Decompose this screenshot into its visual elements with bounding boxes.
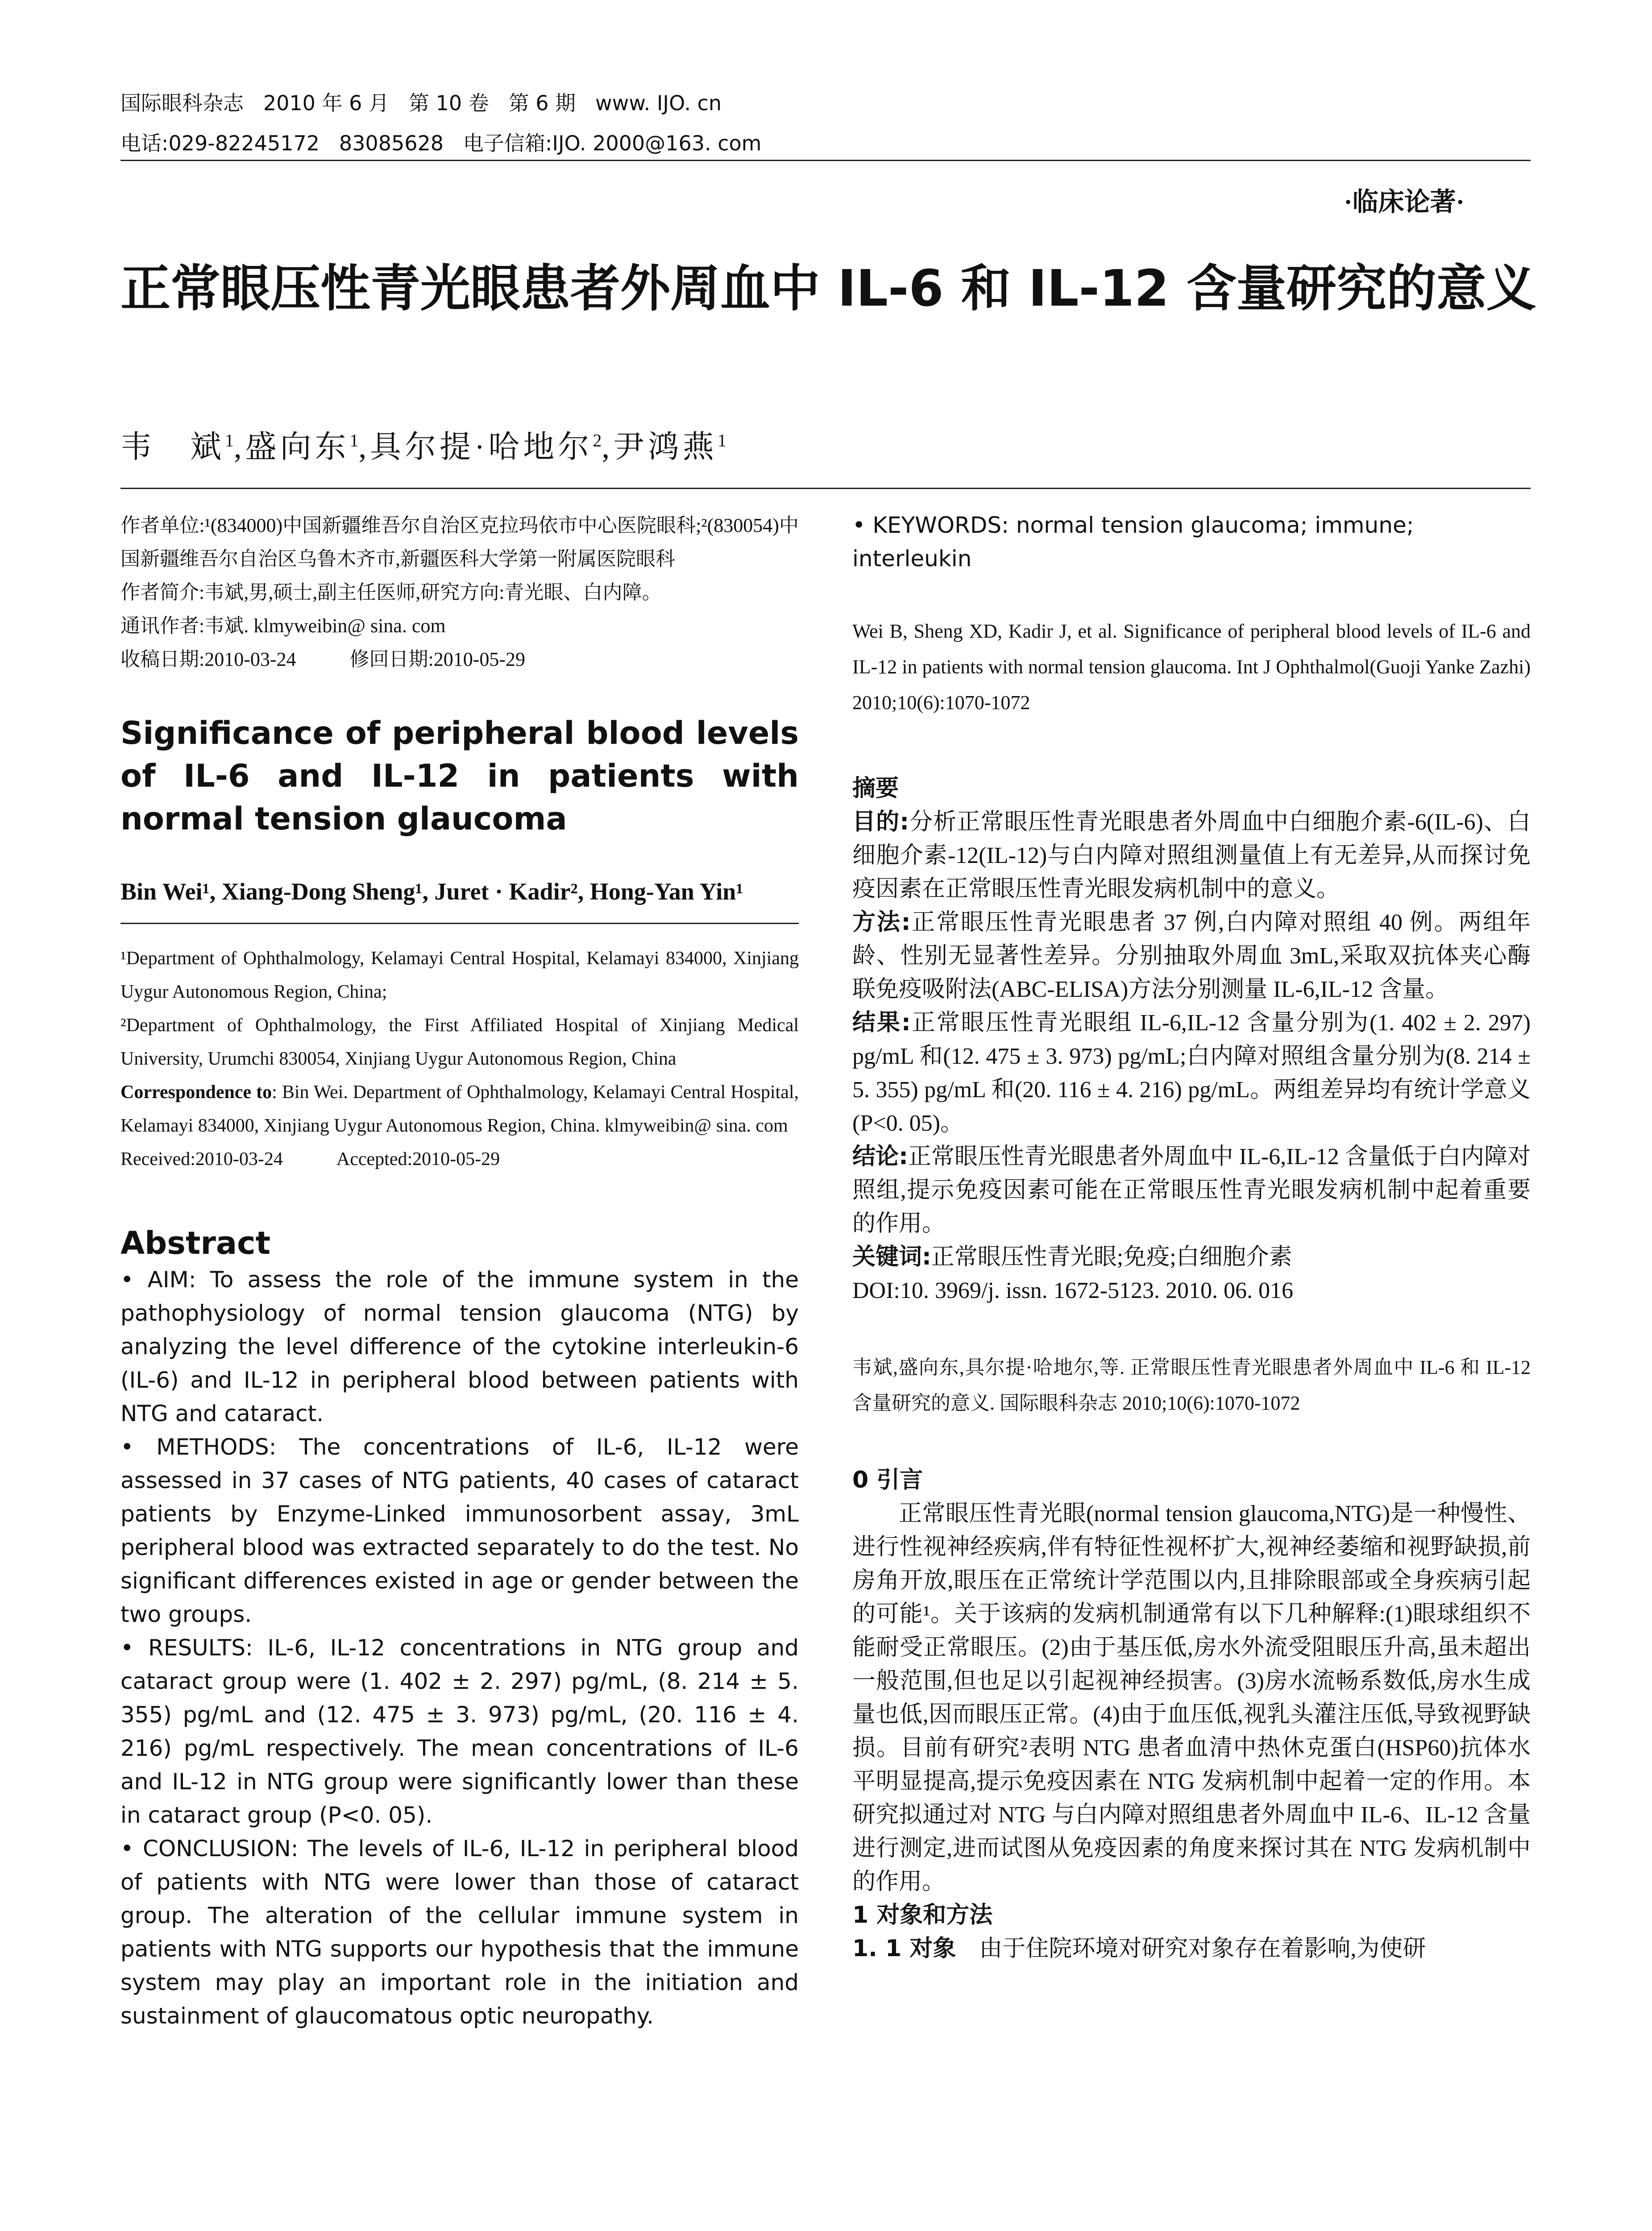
methods-heading: 1 对象和方法 — [852, 1902, 993, 1928]
zh-results-label: 结果: — [852, 1009, 911, 1036]
author-name: 盛向东 — [245, 430, 350, 464]
zh-keywords-label: 关键词: — [852, 1244, 931, 1270]
author-info — [120, 509, 799, 676]
zh-conclusion-label: 结论: — [852, 1143, 908, 1170]
author-sup: 1 — [349, 430, 359, 451]
intro-heading: 0 引言 — [852, 1467, 923, 1493]
abstract-heading: Abstract — [120, 1225, 271, 1261]
corresponding-author: 通讯作者:韦斌. klmyweibin@ sina. com — [120, 615, 446, 637]
zh-conclusion — [852, 1140, 1531, 1240]
correspondence-text: : Bin Wei. Department of Ophthalmology, Kelamayi Central Hospital, Kelamayi 834000, Xinjiang Uygur Autonomous Region, China. klmyweibin@ sina. com — [120, 1082, 799, 1136]
journal-header-line2: 电话:029-82245172 83085628 电子信箱:IJO. 2000@163. com — [120, 131, 762, 155]
authors: 韦 斌$^1$,盛向东$^1$,具尔提·哈地尔$^2$,尹鸿燕$^1$ — [120, 430, 726, 464]
zh-keywords-text: 正常眼压性青光眼;免疫;白细胞介素 — [931, 1244, 1292, 1270]
affiliation-2: ²Department of Ophthalmology, the First Affiliated Hospital of Xinjiang Medical University, Urumchi 830054, Xinjiang Uygur Autonomous Region, China — [120, 1015, 799, 1069]
author-bio: 作者简介:韦斌,男,硕士,副主任医师,研究方向:青光眼、白内障。 — [120, 581, 662, 603]
authors-rule — [120, 488, 1531, 489]
received-en: Received:2010-03-24 — [120, 1149, 283, 1169]
intro-paragraph: 正常眼压性青光眼(normal tension glaucoma,NTG)是一种慢性、进行性视神经疾病,伴有特征性视杯扩大,视神经萎缩和视野缺损,前房角开放,眼压在正常统计学范围以内,且排除眼部或全身疾病引起的可能¹。关于该病的发病机制通常有以下几种解释:(1)眼球组织不能耐受正常眼压。(2)由于基压低,房水外流受阻眼压升高,虽未超出一般范围,但也足以引起视神经损害。(3)房水流畅系数低,房水生成量也低,因而眼压正常。(4)由于血压低,视乳头灌注压低,导致视野缺损。目前有研究²表明 NTG 患者血清中热休克蛋白(HSP60)抗体水平明显提高,提示免疫因素在 NTG 发病机制中起着一定的作用。本研究拟通过对 NTG 与白内障对照组患者外周血中 IL-6、IL-12 含量进行测定,进而试图从免疫因素的角度来探讨其在 NTG 发病机制中的作用。 — [852, 1501, 1531, 1895]
header-rule — [120, 160, 1531, 161]
zh-purpose-label: 目的: — [852, 809, 909, 835]
zh-purpose-text: 分析正常眼压性青光眼患者外周血中白细胞介素-6(IL-6)、白细胞介素-12(IL-12)与白内障对照组测量值上有无差异,从而探讨免疫因素在正常眼压性青光眼发病机制中的意义。 — [852, 809, 1531, 902]
author-sup: 1 — [717, 430, 726, 451]
author-name: 尹鸿燕 — [613, 430, 718, 464]
english-authors: Bin Wei¹, Xiang-Dong Sheng¹, Juret · Kadir², Hong-Yan Yin¹ — [120, 878, 743, 905]
article-title: 正常眼压性青光眼患者外周血中 IL-6 和 IL-12 含量研究的意义 — [120, 260, 1536, 318]
received-date: 收稿日期:2010-03-24 — [120, 648, 296, 670]
abstract-methods: • METHODS: The concentrations of IL-6, IL-12 were assessed in 37 cases of NTG patients, 40 cases of cataract patients by Enzyme-Linked immunosorbent assay, 3mL peripheral blood was extracted separately to do the test. No significant differences existed in age or gender between the two groups. — [120, 1434, 799, 1627]
abstract-conclusion: • CONCLUSION: The levels of IL-6, IL-12 in peripheral blood of patients with NTG were lower than those of cataract group. The alteration of the cellular immune system in patients with NTG supports our hypothesis that the immune system may play an important role in the initiation and sustainment of glaucomatous optic neuropathy. — [120, 1836, 799, 2029]
english-title: Significance of peripheral blood levels of IL-6 and IL-12 in patients with normal tension glaucoma — [120, 715, 799, 837]
revised-date: 修回日期:2010-05-29 — [349, 648, 526, 670]
author-sup: 2 — [593, 430, 602, 451]
zh-methods-text: 正常眼压性青光眼患者 37 例,白内障对照组 40 例。两组年龄、性别无显著性差异。分别抽取外周血 3mL,采取双抗体夹心酶联免疫吸附法(ABC-ELISA)方法分别测量 IL-6,IL-12 含量。 — [852, 910, 1531, 1002]
correspondence-label: Correspondence to — [120, 1082, 272, 1103]
english-citation: Wei B, Sheng XD, Kadir J, et al. Significance of peripheral blood levels of IL-6 and IL-12 in patients with normal tension glaucoma. Int J Ophthalmol(Guoji Yanke Zazhi) 2010;10(6):1070-1072 — [852, 620, 1531, 713]
author-unit: 作者单位:¹(834000)中国新疆维吾尔自治区克拉玛依市中心医院眼科;²(830054)中国新疆维吾尔自治区乌鲁木齐市,新疆医科大学第一附属医院眼科 — [120, 514, 799, 570]
abstract-results: • RESULTS: IL-6, IL-12 concentrations in NTG group and cataract group were (1. 402 ± 2. 297) pg/mL, (8. 214 ± 5. 355) pg/mL and (12. 475 ± 3. 973) pg/mL, (20. 116 ± 4. 216) pg/mL respectively. The mean concentrations of IL-6 and IL-12 in NTG group were significantly lower than these in cataract group (P<0. 05). — [120, 1635, 799, 1828]
zh-methods — [852, 906, 1531, 1006]
subsection-paragraph — [852, 1932, 1531, 1966]
intro-body — [852, 1497, 1531, 1899]
zh-methods-label: 方法: — [852, 909, 911, 936]
author-sup: 1 — [225, 430, 234, 451]
abstract-aim: • AIM: To assess the role of the immune system in the pathophysiology of normal tension glaucoma (NTG) by analyzing the level difference of the cytokine interleukin-6 (IL-6) and IL-12 in peripheral blood between patients with NTG and cataract. — [120, 1267, 799, 1427]
section-label: ·临床论著· — [1344, 187, 1465, 216]
chinese-abstract — [852, 805, 1531, 1307]
subsection-text: 由于住院环境对研究对象存在着影响,为使研 — [979, 1936, 1426, 1961]
subsection-1-1 — [852, 1932, 1531, 1966]
journal-header-line1: 国际眼科杂志 2010 年 6 月 第 10 卷 第 6 期 www. IJO. cn — [120, 91, 722, 115]
zh-results — [852, 1006, 1531, 1140]
zh-results-text: 正常眼压性青光眼组 IL-6,IL-12 含量分别为(1. 402 ± 2. 297) pg/mL 和(12. 475 ± 3. 973) pg/mL;白内障对照组含量分别为(8. 214 ± 5. 355) pg/mL 和(20. 116 ± 4. 216) pg/mL。两组差异均有统计学意义(P<0. 05)。 — [852, 1010, 1531, 1136]
zh-keywords — [852, 1240, 1531, 1274]
zh-conclusion-text: 正常眼压性青光眼患者外周血中 IL-6,IL-12 含量低于白内障对照组,提示免疫因素可能在正常眼压性青光眼发病机制中起着重要的作用。 — [852, 1144, 1531, 1236]
affiliation-rule — [120, 923, 799, 924]
zh-doi: DOI:10. 3969/j. issn. 1672-5123. 2010. 06. 016 — [852, 1278, 1293, 1303]
affiliation-1: ¹Department of Ophthalmology, Kelamayi Central Hospital, Kelamayi 834000, Xinjiang Uygur Autonomous Region, China; — [120, 948, 799, 1002]
english-keywords: • KEYWORDS: normal tension glaucoma; immune; interleukin — [852, 512, 1414, 572]
english-affiliations — [120, 942, 799, 1176]
english-abstract — [120, 1263, 799, 2033]
chinese-abstract-heading: 摘要 — [852, 775, 899, 802]
author-name: 韦 斌 — [120, 430, 225, 464]
author-name: 具尔提·哈地尔 — [370, 430, 593, 464]
chinese-citation: 韦斌,盛向东,具尔提·哈地尔,等. 正常眼压性青光眼患者外周血中 IL-6 和 IL-12 含量研究的意义. 国际眼科杂志 2010;10(6):1070-1072 — [852, 1356, 1531, 1414]
zh-purpose — [852, 805, 1531, 906]
accepted-en: Accepted:2010-05-29 — [336, 1149, 500, 1169]
subsection-label: 1. 1 对象 — [852, 1935, 956, 1962]
correspondence — [120, 1076, 799, 1143]
